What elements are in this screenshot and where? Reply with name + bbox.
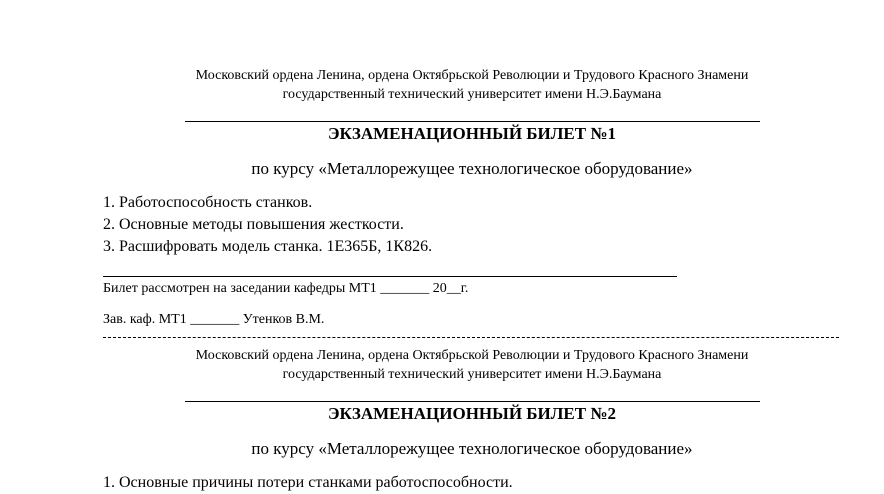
approval-line: Билет рассмотрен на заседании кафедры МТ1 _______ 20__г. [103, 281, 469, 296]
ticket-title: ЭКЗАМЕНАЦИОННЫЙ БИЛЕТ №1 [328, 124, 616, 143]
head-of-department-line: Зав. каф. МТ1 _______ Утенков В.М. [103, 312, 325, 327]
questions-rule [103, 276, 677, 277]
ticket-title: ЭКЗАМЕНАЦИОННЫЙ БИЛЕТ №2 [328, 404, 616, 423]
header-rule [185, 121, 760, 122]
question-3: 3. Расшифровать модель станка. 1Е365Б, 1К826. [103, 238, 433, 255]
cut-line [103, 337, 839, 338]
university-line-2: государственный технический университет имени Н.Э.Баумана [282, 367, 662, 382]
university-line-2: государственный технический университет имени Н.Э.Баумана [282, 87, 662, 102]
question-1: 1. Работоспособность станков. [103, 194, 313, 211]
university-line-1: Московский ордена Ленина, ордена Октябрьской Революции и Трудового Красного Знамени [195, 348, 749, 363]
course-line: по курсу «Металлорежущее технологическое оборудование» [251, 159, 693, 178]
question-1: 1. Основные причины потери станками работоспособности. [103, 474, 513, 491]
header-rule [185, 401, 760, 402]
question-2: 2. Основные методы повышения жесткости. [103, 216, 404, 233]
course-line: по курсу «Металлорежущее технологическое оборудование» [251, 439, 693, 458]
university-line-1: Московский ордена Ленина, ордена Октябрьской Революции и Трудового Красного Знамени [195, 68, 749, 83]
